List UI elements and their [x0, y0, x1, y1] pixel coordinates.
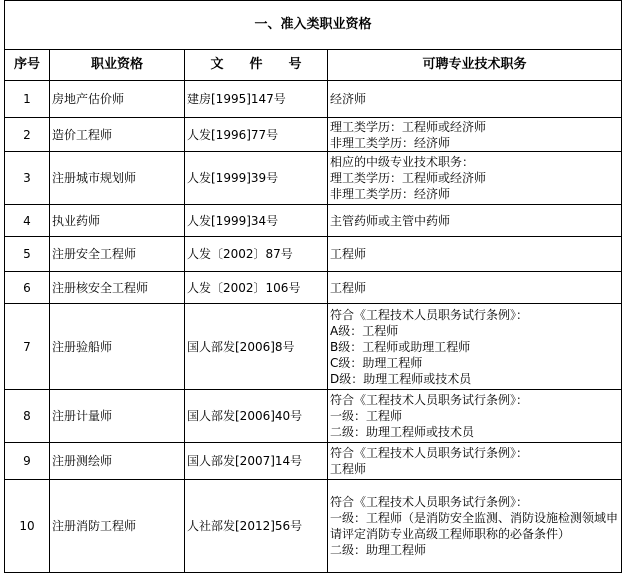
row-document: 国人部发[2007]14号 — [185, 443, 328, 480]
table-row — [5, 205, 622, 237]
position-line: 工程师 — [330, 462, 367, 476]
header-document: 文 件 号 — [185, 50, 328, 81]
header-positions: 可聘专业技术职务 — [328, 50, 622, 81]
row-positions — [328, 81, 622, 118]
row-index: 4 — [5, 205, 50, 237]
row-qualification: 造价工程师 — [50, 118, 185, 152]
row-positions — [328, 118, 622, 152]
title-row — [5, 1, 622, 50]
row-document: 人发〔2002〕87号 — [185, 237, 328, 272]
position-line: D级：助理工程师或技术员 — [330, 371, 472, 386]
table-row — [5, 152, 622, 205]
row-document: 人发[1999]34号 — [185, 205, 328, 237]
row-index: 8 — [5, 390, 50, 443]
position-line: 符合《工程技术人员职务试行条例》： — [330, 393, 529, 407]
row-qualification: 执业药师 — [50, 205, 185, 237]
row-index: 5 — [5, 237, 50, 272]
row-document: 人发〔2002〕106号 — [185, 272, 328, 304]
row-positions — [328, 304, 622, 390]
position-line: 符合《工程技术人员职务试行条例》： — [330, 446, 529, 460]
qualification-table — [4, 0, 622, 573]
position-line: 主管药师或主管中药师 — [330, 213, 451, 228]
table-row — [5, 390, 622, 443]
row-positions — [328, 480, 622, 573]
row-index: 7 — [5, 304, 50, 390]
position-line: 相应的中级专业技术职务： — [330, 155, 475, 169]
row-qualification: 注册消防工程师 — [50, 480, 185, 573]
position-line: 理工类学历：工程师或经济师 — [330, 119, 487, 134]
row-index: 9 — [5, 443, 50, 480]
row-document: 人社部发[2012]56号 — [185, 480, 328, 573]
position-line: 理工类学历：工程师或经济师 — [330, 171, 487, 185]
row-document: 国人部发[2006]40号 — [185, 390, 328, 443]
position-line: A级：工程师 — [330, 323, 399, 338]
row-qualification: 注册核安全工程师 — [50, 272, 185, 304]
table-row — [5, 118, 622, 152]
row-document: 建房[1995]147号 — [185, 81, 328, 118]
row-positions — [328, 390, 622, 443]
header-row — [5, 50, 622, 81]
row-document: 人发[1999]39号 — [185, 152, 328, 205]
row-index: 6 — [5, 272, 50, 304]
row-qualification: 注册城市规划师 — [50, 152, 185, 205]
position-line: 一级：工程师（是消防安全监测、消防设施检测领域申请评定消防专业高级工程师职称的必备条件） — [330, 511, 619, 541]
position-line: B级：工程师或助理工程师 — [330, 339, 471, 354]
position-line: 经济师 — [330, 92, 367, 106]
row-positions — [328, 272, 622, 304]
position-line: 一级：工程师 — [330, 409, 403, 423]
table-row — [5, 443, 622, 480]
position-line: C级：助理工程师 — [330, 355, 423, 370]
table-row — [5, 304, 622, 390]
row-positions — [328, 237, 622, 272]
position-line: 工程师 — [330, 247, 367, 261]
row-qualification: 注册安全工程师 — [50, 237, 185, 272]
row-positions — [328, 443, 622, 480]
row-qualification: 注册验船师 — [50, 304, 185, 390]
header-qualification: 职业资格 — [50, 50, 185, 81]
row-index: 10 — [5, 480, 50, 573]
position-line: 工程师 — [330, 280, 367, 295]
position-line: 二级：助理工程师或技术员 — [330, 425, 475, 439]
row-document: 人发[1996]77号 — [185, 118, 328, 152]
position-line: 二级：助理工程师 — [330, 543, 427, 557]
table-row — [5, 272, 622, 304]
header-index: 序号 — [5, 50, 50, 81]
position-line: 非理工类学历：经济师 — [330, 135, 451, 150]
position-line: 符合《工程技术人员职务试行条例》： — [330, 307, 529, 322]
row-qualification: 注册测绘师 — [50, 443, 185, 480]
row-qualification: 房地产估价师 — [50, 81, 185, 118]
row-qualification: 注册计量师 — [50, 390, 185, 443]
row-document: 国人部发[2006]8号 — [185, 304, 328, 390]
row-index: 1 — [5, 81, 50, 118]
table-row — [5, 480, 622, 573]
table-body — [5, 81, 622, 573]
row-positions — [328, 152, 622, 205]
row-positions — [328, 205, 622, 237]
position-line: 符合《工程技术人员职务试行条例》： — [330, 495, 529, 509]
table-row — [5, 237, 622, 272]
position-line: 非理工类学历：经济师 — [330, 187, 451, 201]
table-title: 一、准入类职业资格 — [5, 1, 622, 50]
row-index: 2 — [5, 118, 50, 152]
table-row — [5, 81, 622, 118]
row-index: 3 — [5, 152, 50, 205]
